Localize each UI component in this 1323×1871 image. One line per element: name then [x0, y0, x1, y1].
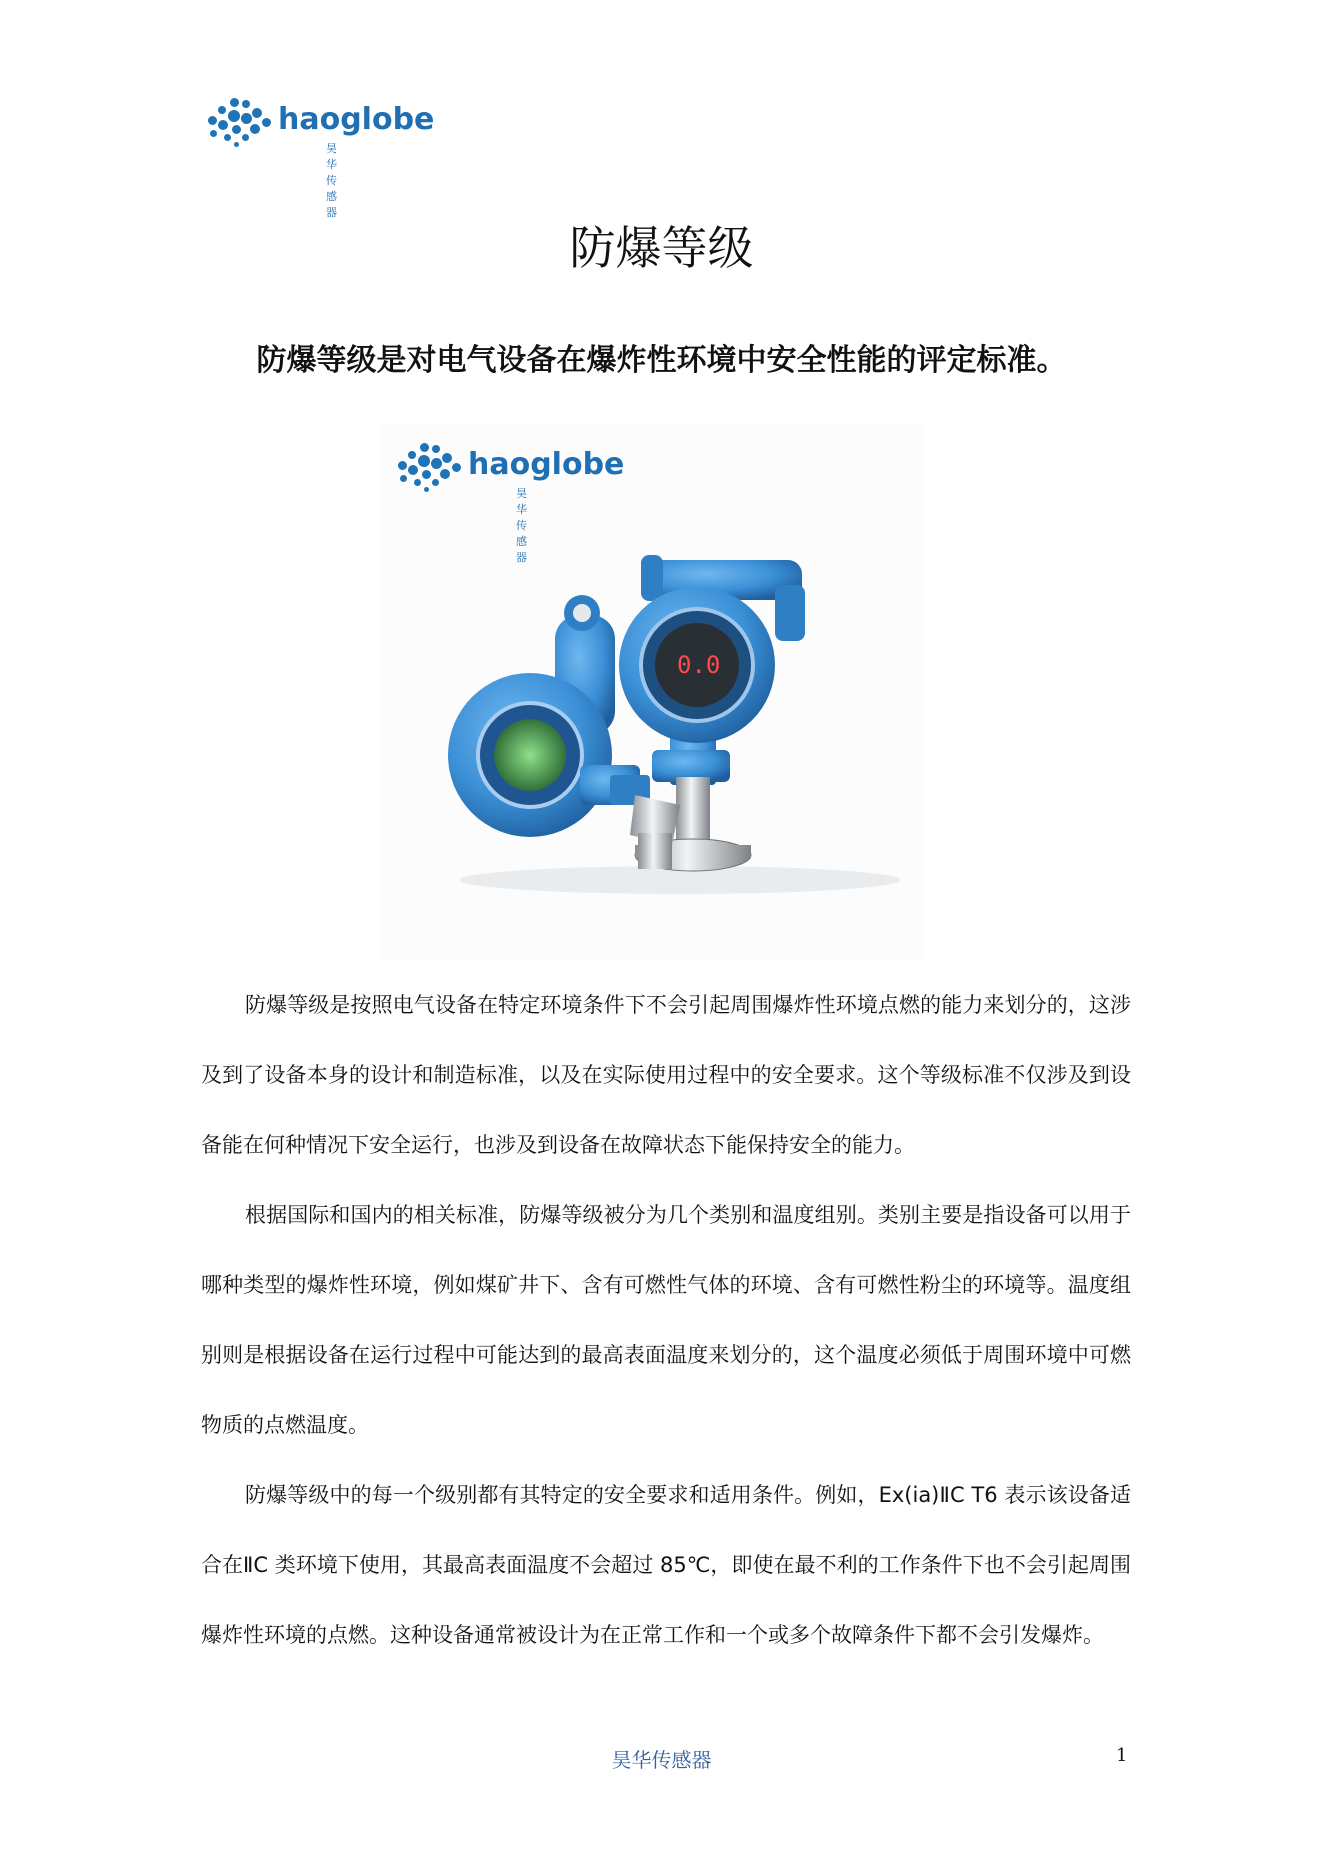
logo-dots-icon	[208, 98, 272, 148]
footer-company: 昊华传感器	[611, 1748, 712, 1772]
logo-name: haoglobe	[278, 102, 435, 137]
product-photo	[380, 425, 925, 960]
page-number: 1	[1116, 1745, 1128, 1766]
display-reading-text: 0.0	[677, 651, 721, 679]
photo-logo	[398, 443, 625, 564]
logo-subtitle: 昊华传感器	[516, 487, 531, 564]
body-paragraph-3: 防爆等级中的每一个级别都有其特定的安全要求和适用条件。例如，Ex(ia)ⅡC T6 表示该设备适合在ⅡC 类环境下使用，其最高表面温度不会超过 85℃，即使在最不利的工作条件下也不会引起周围爆炸性环境的点燃。这种设备通常被设计为在正常工作和一个或多个故障条件下都不会引发爆炸。	[201, 1483, 1131, 1647]
logo-subtitle: 昊华传感器	[326, 142, 341, 219]
page-title: 防爆等级	[569, 221, 754, 275]
logo-name: haoglobe	[468, 447, 625, 482]
body-paragraph-2: 根据国际和国内的相关标准，防爆等级被分为几个类别和温度组别。类别主要是指设备可以用于哪种类型的爆炸性环境，例如煤矿井下、含有可燃性气体的环境、含有可燃性粉尘的环境等。温度组别则是根据设备在运行过程中可能达到的最高表面温度来划分的，这个温度必须低于周围环境中可燃物质的点燃温度。	[201, 1203, 1131, 1437]
logo-dots-icon	[398, 443, 462, 493]
header-logo	[208, 98, 435, 219]
page-subtitle: 防爆等级是对电气设备在爆炸性环境中安全性能的评定标准。	[256, 343, 1067, 378]
pressure-transmitter-image	[380, 425, 925, 960]
body-paragraph-1: 防爆等级是按照电气设备在特定环境条件下不会引起周围爆炸性环境点燃的能力来划分的，这涉及到了设备本身的设计和制造标准，以及在实际使用过程中的安全要求。这个等级标准不仅涉及到设备能在何种情况下安全运行，也涉及到设备在故障状态下能保持安全的能力。	[201, 993, 1131, 1157]
